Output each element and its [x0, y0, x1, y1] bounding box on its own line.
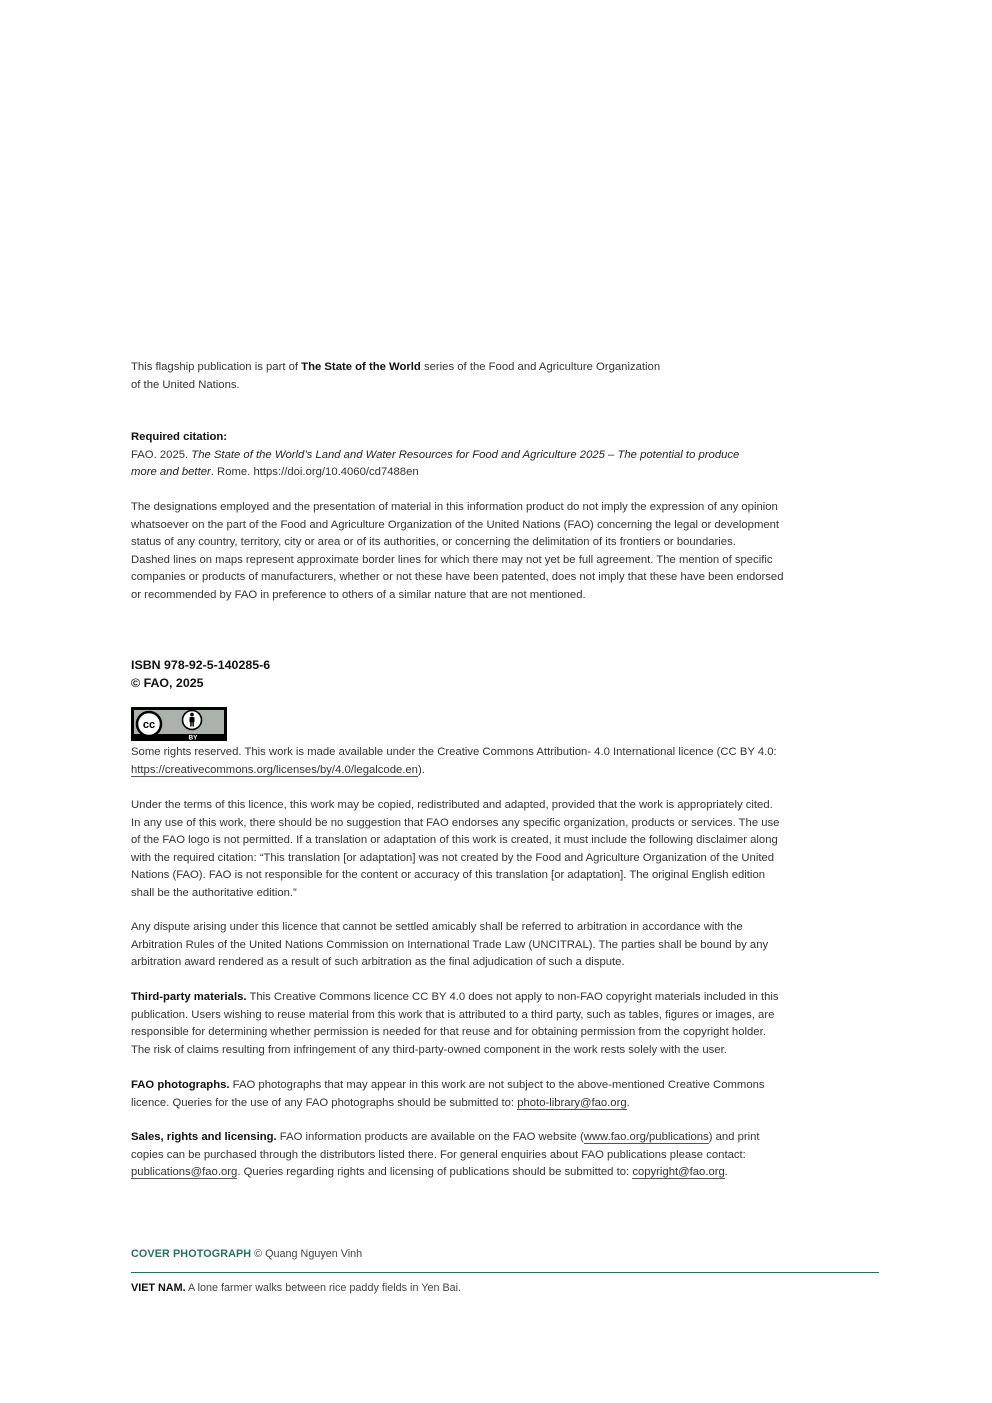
intro-text: of the United Nations.: [131, 378, 240, 391]
cover-photo-caption: [131, 1281, 461, 1296]
series-intro: [131, 359, 843, 394]
fao-photographs: [131, 1077, 843, 1112]
citation-title: more and better: [131, 466, 211, 479]
cc-by-license-icon[interactable]: [131, 707, 227, 741]
isbn-number: ISBN 978-92-5-140285-6: [131, 658, 271, 672]
isbn-block: [131, 657, 270, 692]
sales-text: ) and print: [708, 1131, 760, 1143]
dispute-line: Arbitration Rules of the United Nations Commission on International Trade Law (UNCITRAL). The parties shall be bound by any: [131, 938, 769, 951]
sales-text: .: [724, 1166, 728, 1179]
third-party-materials: [131, 989, 843, 1059]
publications-email-link[interactable]: publications@fao.org: [131, 1166, 238, 1179]
disclaimer-line: companies or products of manufacturers, whether or not these have been patented, does not imply that these have been endorsed: [131, 571, 784, 584]
third-party-text: publication. Users wishing to reuse material from this work that is attributed to a third party, such as tables, figures or images, are: [131, 1008, 775, 1021]
copyright-email-link[interactable]: copyright@fao.org: [632, 1166, 725, 1179]
fao-photos-text: .: [626, 1096, 630, 1109]
fao-photos-text: FAO photographs that may appear in this work are not subject to the above-mentioned Creative Commons: [229, 1079, 765, 1091]
licence-terms: [131, 797, 851, 903]
cc-badge-graphic: [132, 708, 228, 742]
disclaimer-line: The designations employed and the presentation of material in this information product do not imply the expression of any opinion: [131, 501, 778, 513]
cover-photo-credit-text: © Quang Nguyen Vinh: [251, 1248, 363, 1260]
disclaimer-line: whatsoever on the part of the Food and Agriculture Organization of the United Nations (FAO) concerning the legal or development: [131, 518, 780, 531]
cover-photo-label: COVER PHOTOGRAPH: [131, 1248, 252, 1260]
citation-prefix: FAO. 2025.: [131, 448, 192, 461]
third-party-text: The risk of claims resulting from infringement of any third-party-owned component in the work rests solely with the user.: [131, 1043, 727, 1056]
sales-text: copies can be purchased through the distributors listed there. For general enquiries about FAO publications please contact:: [131, 1148, 746, 1161]
dispute-line: Any dispute arising under this licence that cannot be settled amicably shall be referred to arbitration in accordance with the: [131, 921, 743, 933]
copyright-notice: © FAO, 2025: [131, 675, 204, 690]
caption-text: A lone farmer walks between rice paddy fields in Yen Bai.: [185, 1282, 462, 1294]
cover-photo-credit: [131, 1247, 362, 1262]
dispute-line: arbitration award rendered as a result of such arbitration as the final adjudication of such a dispute.: [131, 956, 625, 969]
series-name: The State of the World: [301, 361, 421, 373]
terms-line: In any use of this work, there should be no suggestion that FAO endorses any specific organization, products or services. The use: [131, 816, 780, 829]
terms-line: Under the terms of this licence, this work may be copied, redistributed and adapted, provided that the work is appropriately cited.: [131, 799, 773, 811]
divider: [131, 1272, 879, 1273]
sales-rights-licensing: [131, 1129, 851, 1182]
terms-line: Nations (FAO). FAO is not responsible for the content or accuracy of this translation [or adaptation]. The original English edition: [131, 869, 766, 882]
terms-line: with the required citation: “This translation [or adaptation] was not created by the Food and Agriculture Organization of the United: [131, 851, 775, 864]
rights-statement: [131, 744, 851, 779]
terms-line: of the FAO logo is not permitted. If a translation or adaptation of this work is created, it must include the following disclaimer along: [131, 834, 778, 847]
intro-text: series of the Food and Agriculture Organization: [420, 361, 661, 373]
photo-library-email-link[interactable]: photo-library@fao.org: [517, 1096, 627, 1109]
sales-text: FAO information products are available on the FAO website (: [276, 1131, 584, 1143]
third-party-label: Third-party materials.: [131, 991, 247, 1003]
disclaimer-line: status of any country, territory, city or area or of its authorities, or concerning the delimitation of its frontiers or boundaries.: [131, 536, 736, 549]
terms-line: shall be the authoritative edition.”: [131, 886, 297, 899]
fao-photos-text: licence. Queries for the use of any FAO photographs should be submitted to:: [131, 1096, 518, 1109]
required-citation: [131, 429, 843, 482]
publications-website-link[interactable]: www.fao.org/publications: [583, 1131, 709, 1143]
svg-text:cc: cc: [142, 719, 156, 731]
third-party-text: responsible for determining whether permission is needed for that reuse and for obtaining permission from the copyright holder.: [131, 1026, 766, 1039]
disclaimer-paragraph: [131, 499, 843, 605]
citation-title: The State of the World’s Land and Water Resources for Food and Agriculture 2025 – The potential to produce: [191, 448, 740, 461]
license-link[interactable]: https://creativecommons.org/licenses/by/4.0/legalcode.en: [131, 763, 418, 776]
fao-photos-label: FAO photographs.: [131, 1079, 230, 1091]
sales-label: Sales, rights and licensing.: [131, 1131, 277, 1143]
rights-text: Some rights reserved. This work is made available under the Creative Commons Attribution- 4.0 International licence (CC BY 4.0:: [131, 746, 777, 758]
intro-text: This flagship publication is part of: [131, 361, 302, 373]
rights-text: ).: [417, 763, 425, 776]
caption-location: VIET NAM.: [131, 1282, 186, 1294]
disclaimer-line: or recommended by FAO in preference to others of a similar nature that are not mentioned.: [131, 588, 586, 601]
cc-by-label: BY: [188, 734, 198, 742]
dispute-clause: [131, 919, 843, 972]
third-party-text: This Creative Commons licence CC BY 4.0 does not apply to non-FAO copyright materials included in this: [246, 991, 779, 1003]
disclaimer-line: Dashed lines on maps represent approximate border lines for which there may not yet be full agreement. The mention of specific: [131, 553, 773, 566]
citation-label: Required citation:: [131, 431, 228, 443]
sales-text: . Queries regarding rights and licensing of publications should be submitted to:: [237, 1166, 633, 1179]
citation-doi: . Rome. https://doi.org/10.4060/cd7488en: [210, 466, 419, 479]
